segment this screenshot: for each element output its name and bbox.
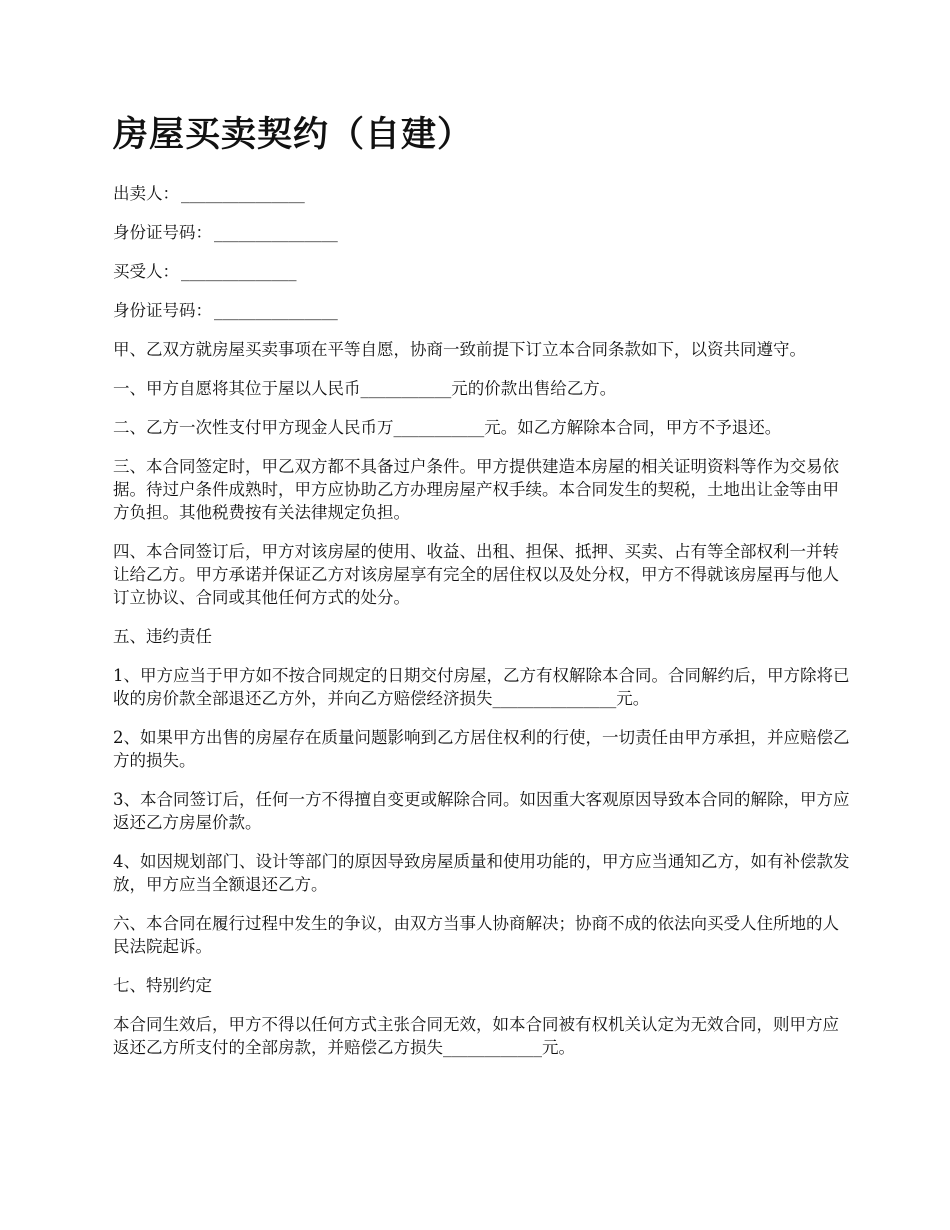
breach-item-3: 3、本合同签订后，任何一方不得擅自变更或解除合同。如因重大客观原因导致本合同的解除，甲方应返还乙方房屋价款。 bbox=[113, 790, 850, 832]
seller-id-field bbox=[113, 221, 853, 244]
seller-field bbox=[113, 182, 853, 205]
clause-6: 六、本合同在履行过程中发生的争议，由双方当事人协商解决；协商不成的依法向买受人住所地的人民法院起诉。 bbox=[113, 914, 839, 956]
document-page bbox=[113, 112, 853, 1075]
buyer-label: 买受人： bbox=[113, 262, 179, 281]
buyer-field bbox=[113, 260, 853, 283]
breach-item-1: 1、甲方应当于甲方如不按合同规定的日期交付房屋，乙方有权解除本合同。合同解约后，甲方除将已收的房价款全部退还乙方外，并向乙方赔偿经济损失_______________元。 bbox=[113, 666, 850, 708]
section-heading-breach: 五、违约责任 bbox=[113, 627, 212, 646]
clause-4: 四、本合同签订后，甲方对该房屋的使用、收益、出租、担保、抵押、买卖、占有等全部权利一并转让给乙方。甲方承诺并保证乙方对该房屋享有完全的居住权以及处分权，甲方不得就该房屋再与他人订立协议、合同或其他任何方式的处分。 bbox=[113, 542, 839, 607]
buyer-id-blank: _______________ bbox=[214, 301, 338, 320]
breach-item-2: 2、如果甲方出售的房屋存在质量问题影响到乙方居住权利的行使，一切责任由甲方承担，并应赔偿乙方的损失。 bbox=[113, 728, 850, 770]
buyer-blank: ______________ bbox=[181, 262, 297, 281]
intro-paragraph: 甲、乙双方就房屋买卖事项在平等自愿，协商一致前提下订立本合同条款如下，以资共同遵守。 bbox=[113, 340, 806, 359]
special-agreement: 本合同生效后，甲方不得以任何方式主张合同无效，如本合同被有权机关认定为无效合同，则甲方应返还乙方所支付的全部房款，并赔偿乙方损失____________元。 bbox=[113, 1015, 839, 1057]
document-title: 房屋买卖契约（自建） bbox=[113, 115, 474, 155]
buyer-id-label: 身份证号码： bbox=[113, 301, 212, 320]
clause-3: 三、本合同签定时，甲乙双方都不具备过户条件。甲方提供建造本房屋的相关证明资料等作为交易依据。待过户条件成熟时，甲方应协助乙方办理房屋产权手续。本合同发生的契税，土地出让金等由甲方负担。其他税费按有关法律规定负担。 bbox=[113, 457, 839, 522]
section-heading-special: 七、特别约定 bbox=[113, 976, 212, 995]
seller-label: 出卖人： bbox=[113, 184, 179, 203]
seller-blank: _______________ bbox=[181, 184, 305, 203]
clause-2: 二、乙方一次性支付甲方现金人民币万___________元。如乙方解除本合同，甲方不予退还。 bbox=[113, 418, 782, 437]
seller-id-label: 身份证号码： bbox=[113, 223, 212, 242]
buyer-id-field bbox=[113, 299, 853, 322]
breach-item-4: 4、如因规划部门、设计等部门的原因导致房屋质量和使用功能的，甲方应当通知乙方，如有补偿款发放，甲方应当全额退还乙方。 bbox=[113, 852, 850, 894]
clause-1: 一、甲方自愿将其位于屋以人民币___________元的价款出售给乙方。 bbox=[113, 379, 617, 398]
seller-id-blank: _______________ bbox=[214, 223, 338, 242]
